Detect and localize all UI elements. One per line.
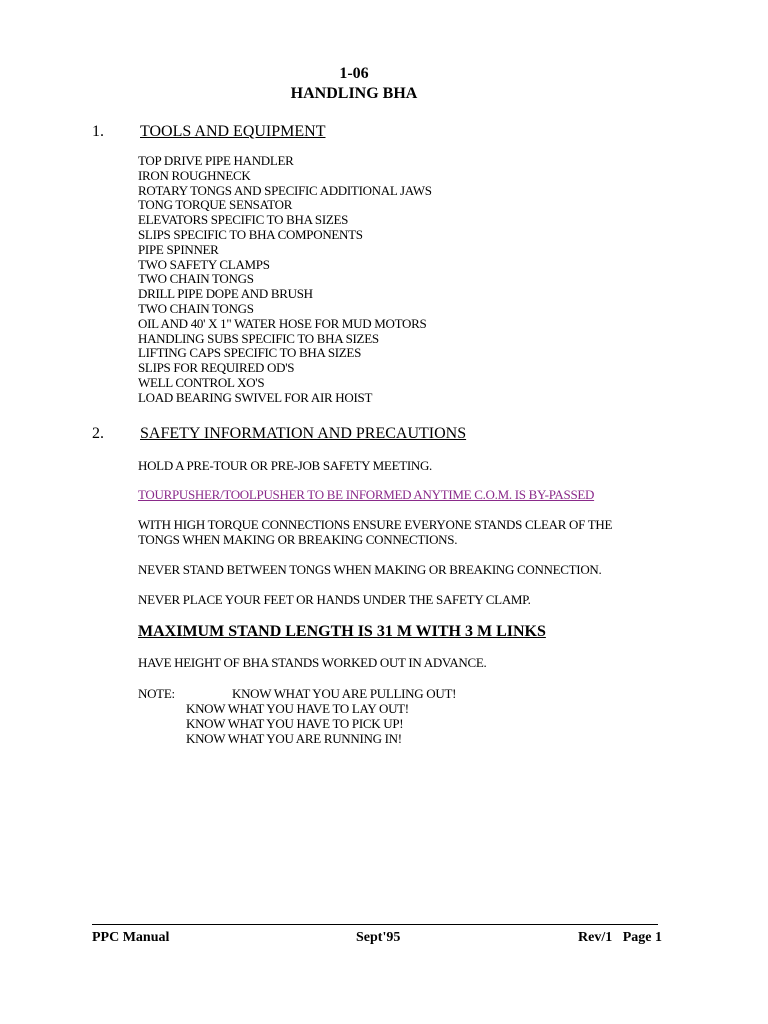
list-item: OIL AND 40' X 1" WATER HOSE FOR MUD MOTORS bbox=[138, 315, 427, 331]
footer-page-info: Rev/1 Page 1 bbox=[578, 930, 662, 945]
note-line: KNOW WHAT YOU ARE PULLING OUT! bbox=[232, 686, 457, 701]
list-item: SLIPS FOR REQUIRED OD'S bbox=[138, 360, 295, 376]
list-item: ELEVATORS SPECIFIC TO BHA SIZES bbox=[138, 212, 349, 228]
list-item: PIPE SPINNER bbox=[138, 241, 219, 257]
list-item: IRON ROUGHNECK bbox=[138, 167, 251, 183]
section-1-heading: TOOLS AND EQUIPMENT bbox=[140, 123, 326, 140]
section-2-heading: SAFETY INFORMATION AND PRECAUTIONS bbox=[140, 425, 467, 442]
list-item: HANDLING SUBS SPECIFIC TO BHA SIZES bbox=[138, 330, 379, 346]
footer-manual-name: PPC Manual bbox=[92, 930, 170, 945]
tongs-warning-text: NEVER STAND BETWEEN TONGS WHEN MAKING OR BREAKING CONNECTION. bbox=[138, 562, 602, 577]
stand-height-text: HAVE HEIGHT OF BHA STANDS WORKED OUT IN ADVANCE. bbox=[138, 655, 487, 670]
stand-length-heading: MAXIMUM STAND LENGTH IS 31 M WITH 3 M LINKS bbox=[138, 623, 546, 640]
list-item: TWO CHAIN TONGS bbox=[138, 300, 254, 316]
list-item: ROTARY TONGS AND SPECIFIC ADDITIONAL JAWS bbox=[138, 182, 432, 198]
list-item: DRILL PIPE DOPE AND BRUSH bbox=[138, 286, 313, 302]
list-item: SLIPS SPECIFIC TO BHA COMPONENTS bbox=[138, 226, 363, 242]
note-line: KNOW WHAT YOU HAVE TO LAY OUT! bbox=[186, 701, 409, 716]
document-number: 1-06 bbox=[339, 65, 369, 82]
section-2-number: 2. bbox=[92, 425, 104, 442]
section-1-number: 1. bbox=[92, 123, 104, 140]
list-item: TOP DRIVE PIPE HANDLER bbox=[138, 153, 294, 168]
torque-warning-line-2: TONGS WHEN MAKING OR BREAKING CONNECTIONS. bbox=[138, 532, 458, 547]
footer-date: Sept'95 bbox=[356, 930, 401, 945]
note-line: KNOW WHAT YOU HAVE TO PICK UP! bbox=[186, 716, 404, 731]
list-item: TWO CHAIN TONGS bbox=[138, 271, 254, 287]
document-title: HANDLING BHA bbox=[290, 85, 418, 102]
torque-warning-line-1: WITH HIGH TORQUE CONNECTIONS ENSURE EVERYONE STANDS CLEAR OF THE bbox=[138, 517, 613, 532]
list-item: TONG TORQUE SENSATOR bbox=[138, 197, 293, 213]
bypass-notice-link[interactable]: TOURPUSHER/TOOLPUSHER TO BE INFORMED ANYTIME C.O.M. IS BY-PASSED bbox=[138, 487, 595, 502]
safety-meeting-text: HOLD A PRE-TOUR OR PRE-JOB SAFETY MEETING. bbox=[138, 458, 433, 473]
list-item: LIFTING CAPS SPECIFIC TO BHA SIZES bbox=[138, 345, 362, 361]
note-label: NOTE: bbox=[138, 686, 175, 701]
note-line: KNOW WHAT YOU ARE RUNNING IN! bbox=[186, 731, 402, 746]
footer-divider bbox=[92, 924, 658, 925]
tools-list bbox=[138, 154, 432, 406]
safety-clamp-warning-text: NEVER PLACE YOUR FEET OR HANDS UNDER THE SAFETY CLAMP. bbox=[138, 592, 531, 607]
list-item: LOAD BEARING SWIVEL FOR AIR HOIST bbox=[138, 389, 373, 405]
list-item: WELL CONTROL XO'S bbox=[138, 374, 265, 390]
list-item: TWO SAFETY CLAMPS bbox=[138, 256, 270, 272]
